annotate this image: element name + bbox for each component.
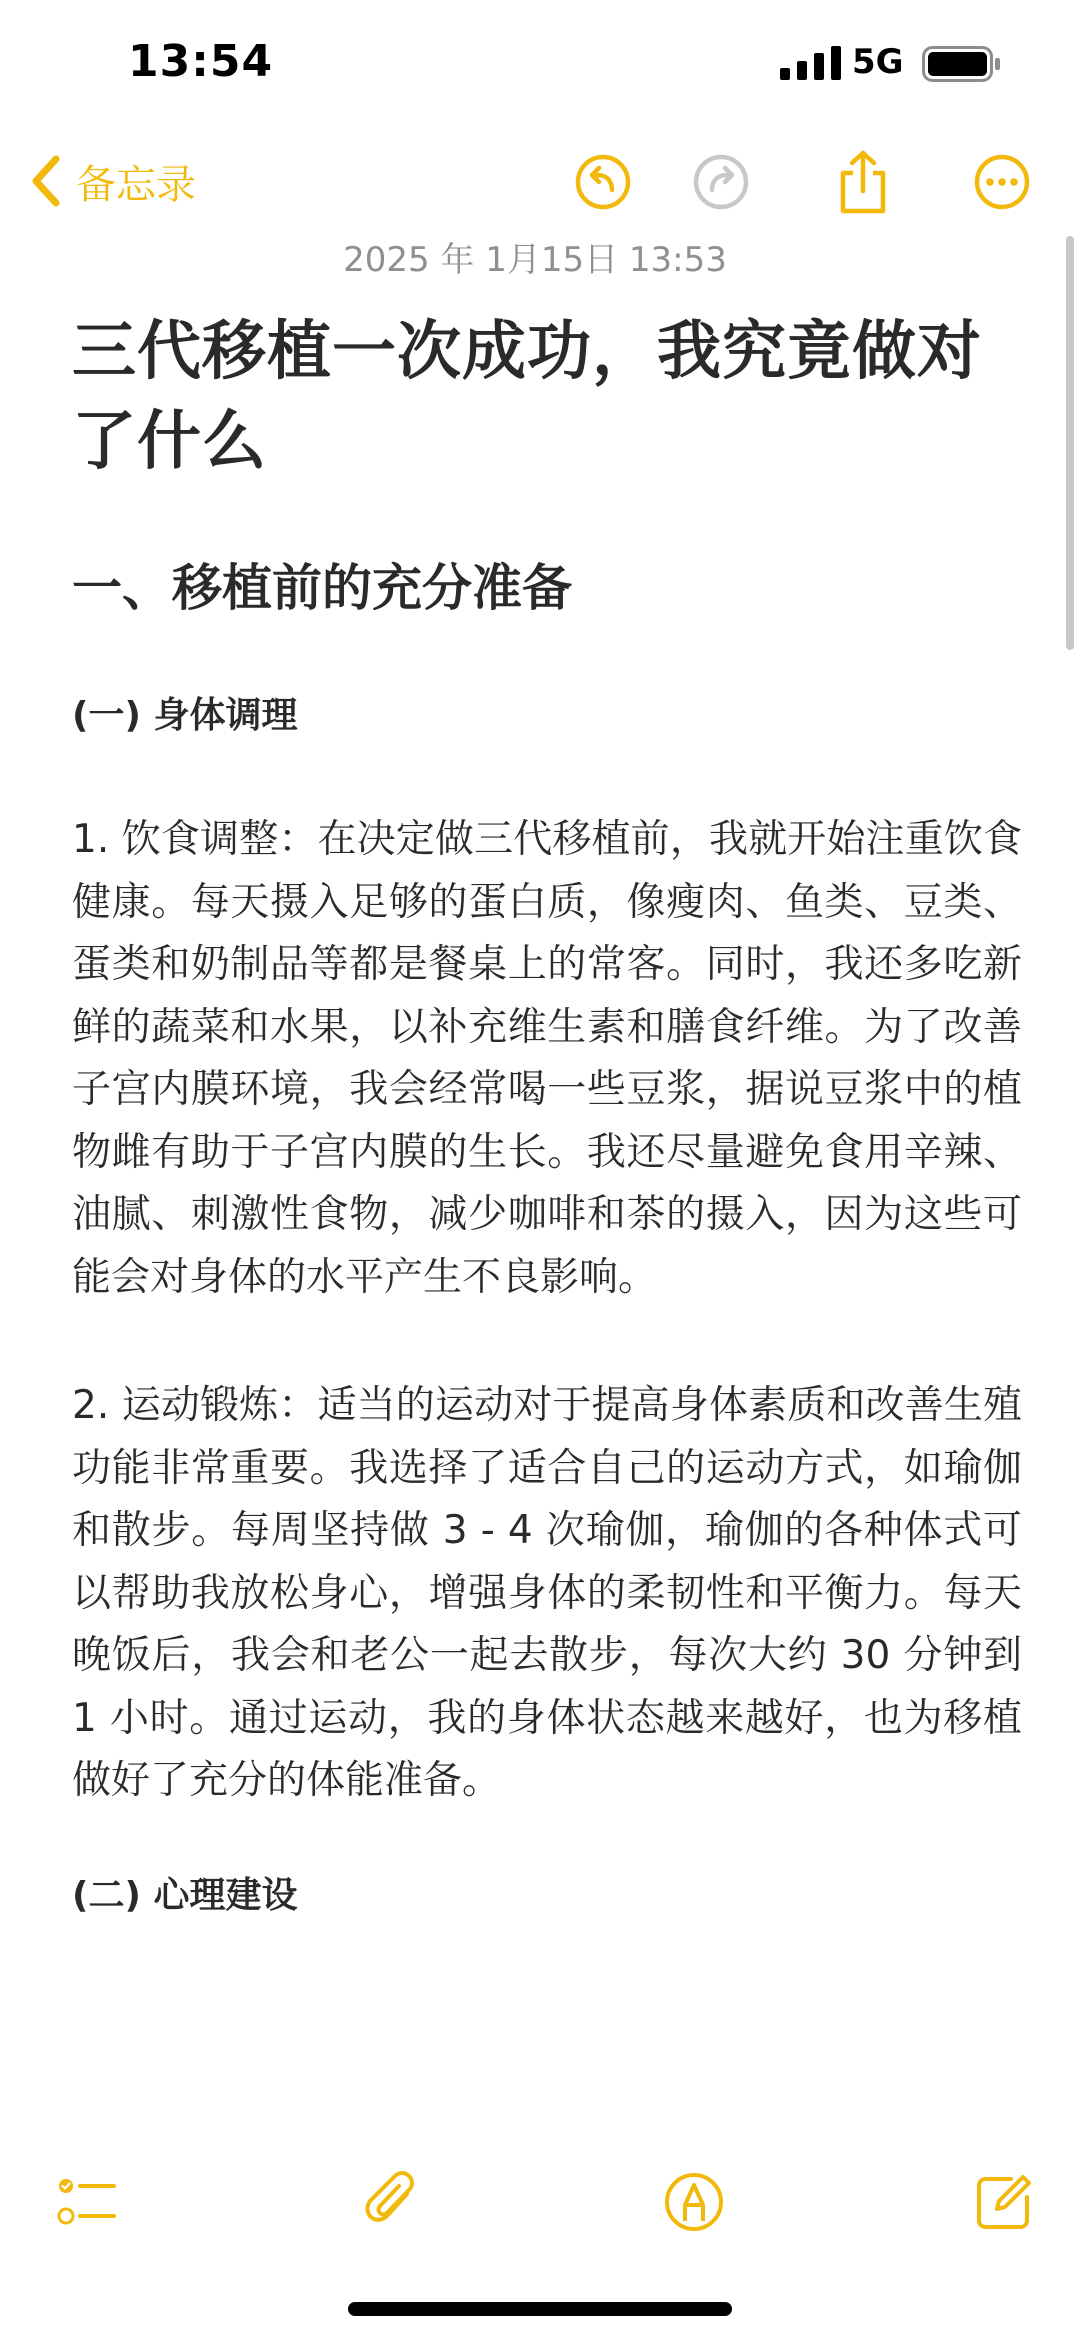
signal-icon [780,46,842,80]
share-icon [835,149,891,215]
chevron-left-icon [28,153,62,209]
home-indicator[interactable] [348,2302,732,2316]
attachment-button[interactable] [353,2162,433,2242]
status-bar [0,0,1080,130]
compose-icon [973,2171,1035,2233]
network-type: 5G [852,42,904,82]
navigation-bar [0,130,1080,240]
paragraph: 1. 饮食调整：在决定做三代移植前，我就开始注重饮食健康。每天摄入足够的蛋白质，像瘦肉、鱼类、豆类、蛋类和奶制品等都是餐桌上的常客。同时，我还多吃新鲜的蔬菜和水果，以补充维生素和膳食纤维。为了改善子宫内膜环境，我会经常喝一些豆浆，据说豆浆中的植物雌有助于子宫内膜的生长。我还尽量避免食用辛辣、油腻、刺激性食物，减少咖啡和茶的摄入，因为这些可能会对身体的水平产生不良影响。 [72,817,1022,1300]
note-date: 2025 年 1月15日 13:53 [343,240,727,280]
undo-icon [573,152,633,212]
more-icon [972,152,1032,212]
note-body[interactable] [72,232,1022,1923]
redo-icon [691,152,751,212]
markup-icon [663,2171,725,2233]
checklist-icon [56,2172,120,2232]
paragraph: 2. 运动锻炼：适当的运动对于提高身体素质和改善生殖功能非常重要。我选择了适合自己的运动方式，如瑜伽和散步。每周坚持做 3 - 4 次瑜伽，瑜伽的各种体式可以帮助我放松身心，增强身体的柔韧性和平衡力。每天晚饭后，我会和老公一起去散步，每次大约 30 分钟到 1 小时。通过运动，我的身体状态越来越好，也为移植做好了充分的体能准备。 [72,1383,1022,1803]
checklist-button[interactable] [48,2162,128,2242]
status-time: 13:54 [128,36,274,87]
subheading: (一) 身体调理 [72,695,298,736]
attachment-icon [363,2170,423,2234]
more-button[interactable] [962,142,1042,222]
subheading: (二) 心理建设 [72,1874,298,1916]
note-title: 三代移植一次成功，我究竟做对了什么 [72,315,982,479]
back-button[interactable] [28,146,196,216]
section-heading: 一、移植前的充分准备 [72,559,572,617]
compose-button[interactable] [964,2162,1044,2242]
undo-button[interactable] [563,142,643,222]
redo-button[interactable] [681,142,761,222]
scroll-indicator[interactable] [1066,236,1074,650]
markup-button[interactable] [654,2162,734,2242]
battery-icon [922,46,1002,82]
back-label: 备忘录 [76,161,196,208]
share-button[interactable] [823,142,903,222]
